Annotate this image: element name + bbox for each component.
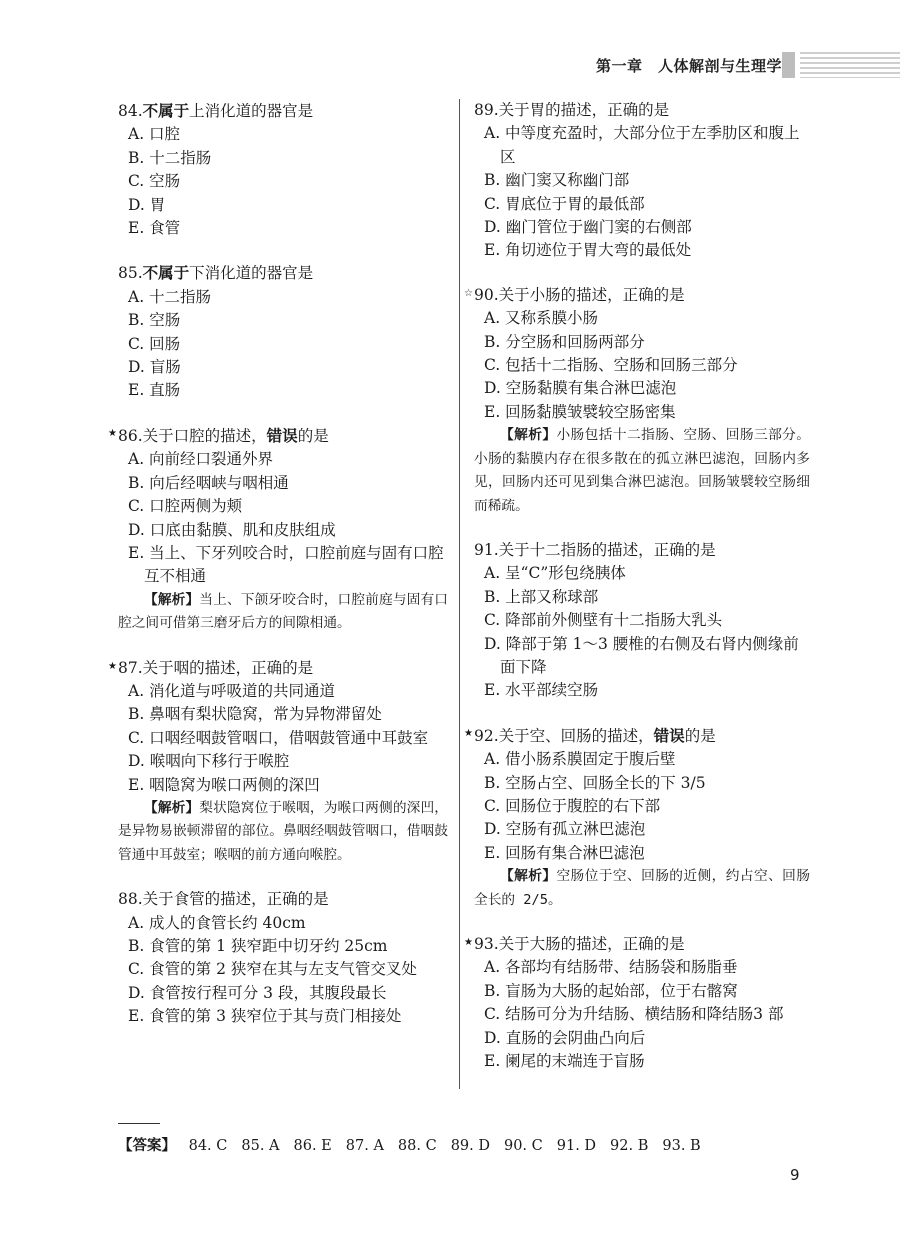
answer-option: D. 直肠的会阴曲凸向后 (484, 1028, 646, 1047)
star-marker: ★ (464, 937, 473, 948)
answer-option: C. 胃底位于胃的最低部 (484, 194, 645, 213)
question-number: 87. (118, 658, 143, 677)
answer-option: C. 空肠 (128, 172, 181, 191)
question-block (464, 724, 810, 912)
analysis-label: 【解析】 (500, 427, 557, 444)
star-marker: ★ (108, 660, 117, 672)
answer-key-item: 90. C (503, 1138, 543, 1154)
answer-option: D. 胃 (128, 195, 166, 214)
answer-option: C. 口咽经咽鼓管咽口，借咽鼓管通中耳鼓室 (128, 728, 429, 747)
answer-key-item: 84. C (188, 1138, 228, 1154)
question-stem (464, 933, 810, 956)
question-block (474, 539, 810, 703)
answer-key-item: 88. C (397, 1138, 437, 1154)
answer-option: C. 回肠 (128, 334, 181, 353)
answer-option: C. 包括十二指肠、空肠和回肠三部分 (484, 356, 738, 375)
question-stem (474, 539, 810, 562)
footnote-rule (118, 1123, 160, 1124)
star-marker: ★ (464, 727, 473, 739)
question-stem (464, 724, 810, 748)
question-stem (118, 261, 448, 285)
answer-option: B. 空肠占空、回肠全长的下 3/5 (484, 773, 706, 792)
answer-key-item: 87. A (345, 1138, 384, 1154)
answer-option: A. 又称系膜小肠 (484, 309, 599, 328)
question-block (464, 933, 810, 1073)
question-text: 关于十二指肠的描述，正确的是 (498, 540, 716, 559)
answer-option: B. 分空肠和回肠两部分 (484, 332, 645, 351)
answer-option: B. 上部又称球部 (484, 587, 599, 606)
question-text: 的是 (297, 426, 329, 445)
question-emphasis: 不属于 (142, 101, 190, 120)
answer-option: E. 回肠有集合淋巴滤泡 (484, 843, 645, 862)
answer-key-item: 85. A (241, 1138, 280, 1154)
analysis-text: 当上、下颌牙咬合时，口腔前庭与固有口腔之间可借第三磨牙后方的间隙相通。 (118, 591, 448, 632)
answer-option: A. 成人的食管长约 40cm (128, 913, 306, 932)
answer-key-item: 89. D (450, 1138, 490, 1154)
right-column (464, 99, 810, 1094)
question-text: 关于食管的描述，正确的是 (142, 890, 329, 909)
answer-option: D. 空肠黏膜有集合淋巴滤泡 (484, 379, 677, 398)
star-marker: ☆ (464, 287, 473, 299)
answer-option: B. 食管的第 1 狭窄距中切牙约 25cm (128, 937, 388, 955)
question-text: 关于口腔的描述， (142, 426, 267, 445)
answer-option: C. 回肠位于腹腔的右下部 (484, 796, 661, 815)
answer-option: D. 食管按行程可分 3 段，其腹段最长 (128, 983, 387, 1002)
question-block (474, 99, 810, 263)
question-stem (118, 888, 448, 911)
question-block (108, 424, 448, 636)
answer-option: A. 向前经口裂通外界 (128, 450, 274, 469)
question-text: 上消化道的器官是 (189, 102, 314, 120)
answer-option: B. 幽门窦又称幽门部 (484, 171, 630, 190)
answer-option: B. 盲肠为大肠的起始部，位于右髂窝 (484, 981, 738, 1000)
answer-option: E. 回肠黏膜皱襞较空肠密集 (484, 402, 676, 421)
question-text: 关于胃的描述，正确的是 (498, 101, 670, 119)
analysis-label: 【解析】 (144, 591, 200, 608)
answer-option: E. 水平部续空肠 (484, 681, 599, 700)
question-emphasis: 错误 (653, 725, 685, 745)
answer-option: A. 呈“C”形包绕胰体 (484, 564, 626, 583)
question-number: 85. (118, 264, 143, 283)
column-divider (459, 99, 460, 1089)
answer-option: E. 当上、下牙列咬合时，口腔前庭与固有口腔互不相通 (128, 543, 444, 586)
analysis-paragraph (474, 865, 810, 912)
answer-option: D. 降部于第 1～3 腰椎的右侧及右肾内侧缘前面下降 (484, 634, 799, 676)
question-stem (474, 99, 810, 122)
question-block (108, 657, 448, 868)
question-number: 91. (474, 540, 499, 559)
header-decoration-stripes (800, 52, 900, 78)
answer-option: C. 结肠可分为升结肠、横结肠和降结肠3 部 (484, 1005, 784, 1024)
answer-option: E. 阑尾的末端连于盲肠 (484, 1052, 645, 1071)
answer-option: C. 降部前外侧壁有十二指肠大乳头 (484, 611, 723, 630)
question-emphasis: 错误 (266, 425, 298, 445)
question-text: 关于咽的描述，正确的是 (142, 658, 314, 677)
question-stem (118, 99, 448, 123)
answer-key-item: 91. D (556, 1138, 597, 1154)
answer-option: A. 借小肠系膜固定于腹后壁 (484, 750, 676, 769)
analysis-label: 【解析】 (500, 868, 557, 885)
answer-option: D. 幽门管位于幽门窦的右侧部 (484, 218, 692, 237)
answer-option: B. 鼻咽有梨状隐窝，常为异物滞留处 (128, 705, 382, 724)
answer-key-items (189, 1138, 715, 1154)
analysis-text: 梨状隐窝位于喉咽，为喉口两侧的深凹，是异物易嵌顿滞留的部位。鼻咽经咽鼓管咽口，借咽鼓管通中耳鼓室；喉咽的前方通向喉腔。 (118, 799, 448, 863)
analysis-paragraph (118, 797, 448, 867)
answer-option: B. 空肠 (128, 311, 181, 330)
answer-key (118, 1134, 715, 1155)
question-text: 关于小肠的描述，正确的是 (498, 285, 685, 304)
answer-option: D. 盲肠 (128, 358, 181, 377)
question-stem (108, 424, 448, 448)
question-block (118, 99, 448, 240)
answer-option: E. 角切迹位于胃大弯的最低处 (484, 241, 692, 260)
analysis-text: 空肠位于空、回肠的近侧，约占空、回肠全长的 2/5。 (474, 868, 810, 908)
answer-option: E. 直肠 (128, 381, 181, 400)
star-marker: ★ (108, 427, 117, 439)
question-number: 88. (118, 890, 143, 909)
question-block (118, 261, 448, 402)
answer-option: A. 口腔 (128, 125, 181, 144)
question-number: 93. (474, 935, 499, 953)
question-number: 90. (474, 285, 499, 304)
question-text: 的是 (684, 726, 716, 745)
question-emphasis: 不属于 (142, 263, 190, 283)
question-stem (108, 657, 448, 680)
question-text: 关于空、回肠的描述， (498, 726, 654, 745)
answer-option: E. 食管的第 3 狭窄位于其与贲门相接处 (128, 1007, 402, 1026)
answer-option: D. 口底由黏膜、肌和皮肤组成 (128, 520, 336, 539)
answer-option: E. 食管 (128, 219, 181, 238)
analysis-text: 小肠包括十二指肠、空肠、回肠三部分。小肠的黏膜内存在很多散在的孤立淋巴滤泡，回肠内多见，回肠内还可见到集合淋巴滤泡。回肠皱襞较空肠细而稀疏。 (474, 427, 810, 514)
question-number: 86. (118, 426, 143, 445)
answer-option: D. 喉咽向下移行于喉腔 (128, 752, 290, 771)
question-text: 关于大肠的描述，正确的是 (498, 935, 685, 953)
analysis-paragraph (118, 589, 448, 636)
question-stem (464, 284, 810, 307)
question-block (118, 888, 448, 1028)
answer-option: E. 咽隐窝为喉口两侧的深凹 (128, 775, 320, 794)
question-number: 89. (474, 101, 499, 119)
answer-option: C. 口腔两侧为颊 (128, 497, 243, 516)
analysis-paragraph (474, 424, 810, 518)
answer-option: D. 空肠有孤立淋巴滤泡 (484, 820, 646, 839)
answer-key-label: 【答案】 (118, 1138, 176, 1154)
question-block (464, 284, 810, 518)
question-number: 92. (474, 726, 499, 745)
answer-key-item: 86. E (293, 1138, 332, 1154)
question-text: 下消化道的器官是 (189, 264, 314, 283)
answer-option: A. 中等度充盈时，大部分位于左季肋区和腹上区 (484, 124, 800, 166)
answer-option: A. 消化道与呼吸道的共同通道 (128, 681, 336, 700)
page-number: 9 (790, 1166, 800, 1184)
answer-option: C. 食管的第 2 狭窄在其与左支气管交叉处 (128, 960, 417, 979)
answer-option: B. 向后经咽峡与咽相通 (128, 473, 289, 492)
answer-key-item: 92. B (610, 1138, 649, 1154)
analysis-label: 【解析】 (144, 799, 200, 816)
answer-key-item: 93. B (662, 1138, 701, 1154)
chapter-title: 第一章 人体解剖与生理学 (596, 57, 783, 75)
header-decoration-block (782, 52, 795, 78)
left-column (108, 99, 448, 1050)
answer-option: A. 十二指肠 (128, 287, 212, 306)
answer-option: A. 各部均有结肠带、结肠袋和肠脂垂 (484, 958, 738, 977)
question-number: 84. (118, 102, 143, 120)
answer-option: B. 十二指肠 (128, 148, 212, 167)
